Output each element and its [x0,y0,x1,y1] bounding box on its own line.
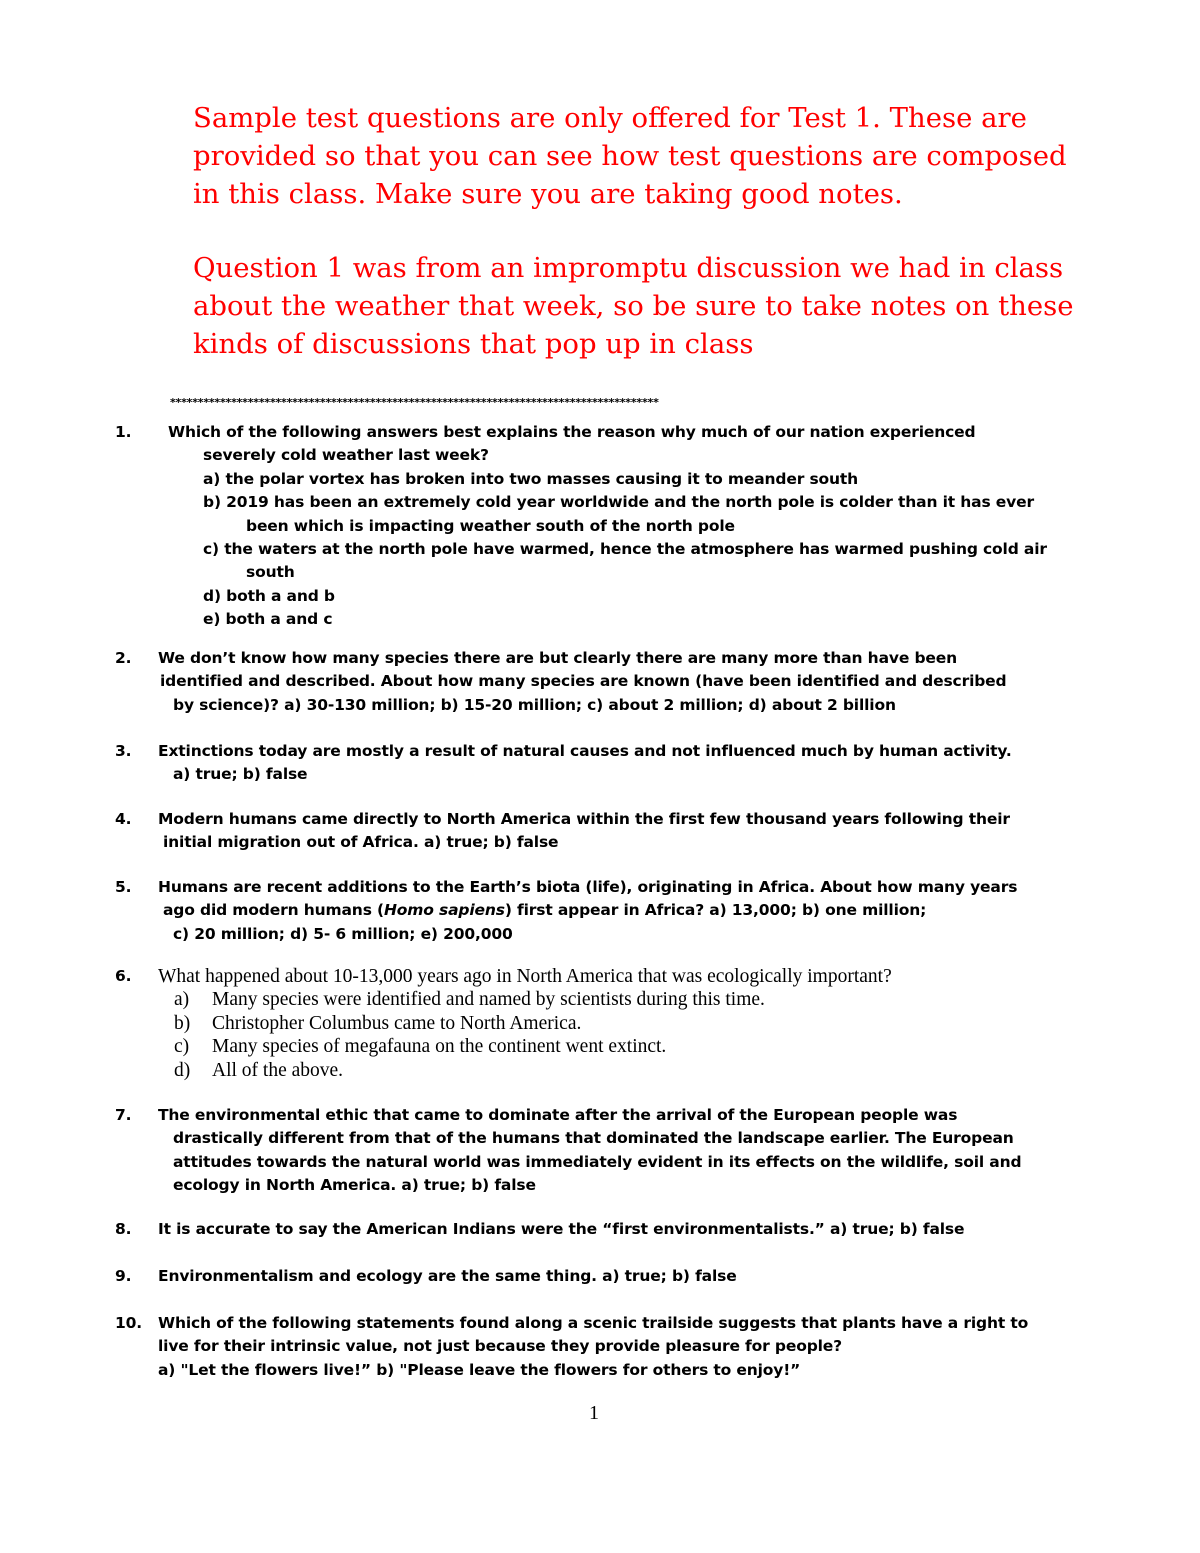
question-1 [115,421,1085,632]
question-number: 8. [115,1220,132,1238]
answer-option-d: d) both a and b [203,586,335,605]
question-text: initial migration out of Africa. a) true; b) false [163,833,559,852]
question-2 [115,647,1085,717]
species-name-italic: Homo sapiens [383,901,505,920]
question-text: ago did modern humans (Homo sapiens) first appear in Africa? a) 13,000; b) one million; [163,901,927,920]
question-7 [115,1104,1085,1198]
answer-option-a: a) the polar vortex has broken into two masses causing it to meander south [203,469,859,488]
question-4 [115,808,1085,855]
question-number: 7. [115,1106,132,1124]
question-text: What happened about 10-13,000 years ago in North America that was ecologically important? [158,966,892,987]
question-5 [115,876,1085,946]
question-text: identified and described. About how many species are known (have been identified and described [160,672,1007,691]
answer-option-a: a) Many species were identified and named by scientists during this time. [174,989,765,1011]
notice-paragraph-1: Sample test questions are only offered for Test 1. These are provided so that you can see how test questions are composed in this class. Make sure you are taking good notes. [193,102,1067,210]
question-text: attitudes towards the natural world was immediately evident in its effects on the wildlife, soil and [173,1152,1022,1171]
answer-option-b: b) 2019 has been an extremely cold year worldwide and the north pole is colder than it has ever [203,493,1034,512]
question-text: Extinctions today are mostly a result of natural causes and not influenced much by human activity. [158,742,1012,760]
question-number: 10. [115,1314,143,1332]
question-9 [115,1265,1085,1288]
question-text: Humans are recent additions to the Earth’s biota (life), originating in Africa. About how many years [158,878,1018,896]
instructor-notice [193,100,1093,364]
question-number: 5. [115,878,132,896]
answer-option-b: b) Christopher Columbus came to North America. [174,1012,582,1034]
answer-option-c-continued: south [246,563,295,582]
question-text: We don’t know how many species there are but clearly there are many more than have been [158,649,957,667]
question-number: 6. [115,967,132,985]
answer-option-e: e) both a and c [203,610,333,629]
question-3 [115,740,1085,787]
answer-option-b-continued: been which is impacting weather south of the north pole [246,516,735,535]
question-text: live for their intrinsic value, not just because they provide pleasure for people? [158,1337,843,1356]
answer-option-c: c) Many species of megafauna on the continent went extinct. [174,1036,667,1058]
page-number: 1 [589,1402,599,1424]
question-text: Which of the following statements found along a scenic trailside suggests that plants have a right to [158,1314,1029,1332]
question-text: a) true; b) false [173,765,308,784]
question-text: The environmental ethic that came to dominate after the arrival of the European people was [158,1106,958,1124]
question-number: 3. [115,742,132,760]
answer-option-d: d) All of the above. [174,1059,344,1081]
separator-line: **************************************************************************************** [170,396,659,409]
question-10 [115,1312,1085,1382]
question-text: c) 20 million; d) 5- 6 million; e) 200,000 [173,924,513,943]
question-6 [115,965,1085,1082]
question-number: 9. [115,1267,132,1285]
answer-option-c: c) the waters at the north pole have warmed, hence the atmosphere has warmed pushing cold air [203,540,1047,559]
question-text: severely cold weather last week? [203,446,489,465]
question-text: Modern humans came directly to North America within the first few thousand years following their [158,810,1010,828]
question-number: 2. [115,649,132,667]
question-text: It is accurate to say the American Indians were the “first environmentalists.” a) true; b) false [158,1220,965,1238]
question-text: Environmentalism and ecology are the same thing. a) true; b) false [158,1267,737,1285]
answer-options: a) "Let the flowers live!” b) "Please leave the flowers for others to enjoy!” [158,1360,801,1379]
question-number: 1. [115,423,132,441]
notice-paragraph-2: Question 1 was from an impromptu discussion we had in class about the weather that week, so be sure to take notes on these kinds of discussions that pop up in class [193,252,1074,360]
question-8 [115,1218,1085,1241]
question-text: ecology in North America. a) true; b) false [173,1176,536,1195]
question-text: drastically different from that of the humans that dominated the landscape earlier. The European [173,1129,1014,1148]
question-text: by science)? a) 30-130 million; b) 15-20 million; c) about 2 million; d) about 2 billion [173,695,896,714]
question-number: 4. [115,810,132,828]
question-text: Which of the following answers best explains the reason why much of our nation experienced [168,423,976,441]
